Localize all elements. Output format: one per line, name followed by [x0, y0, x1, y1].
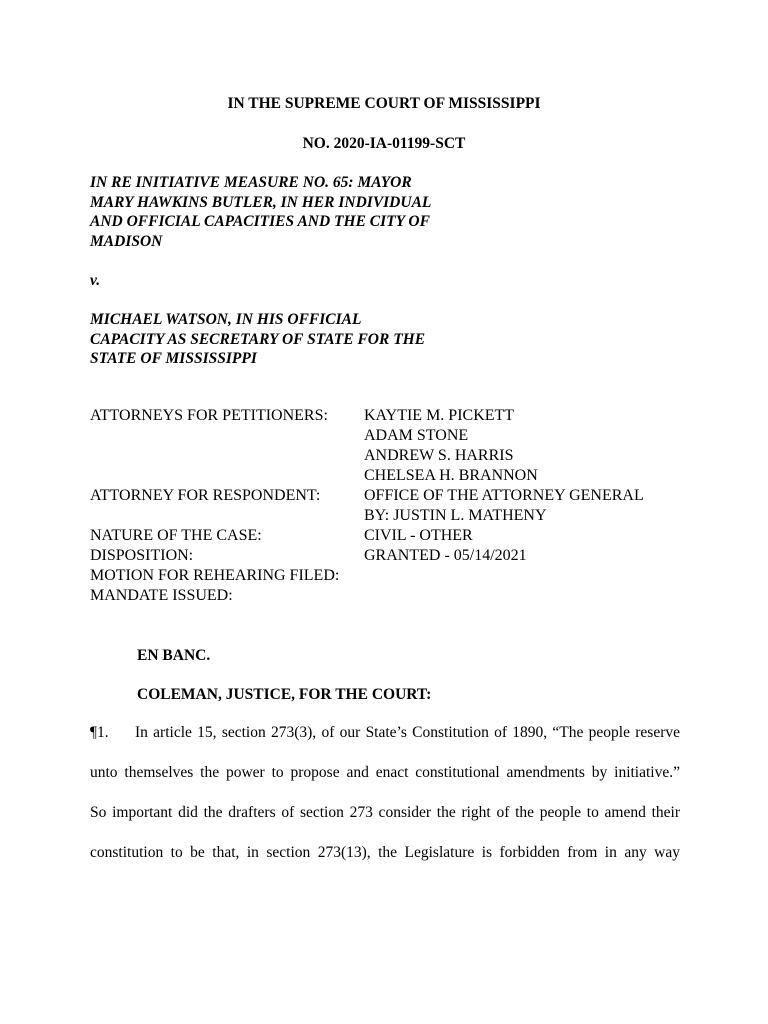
paragraph-mark: ¶1. [90, 724, 109, 741]
info-label: ATTORNEYS FOR PETITIONERS: [90, 407, 328, 424]
info-value: CIVIL - OTHER [364, 527, 473, 544]
info-value: ADAM STONE [364, 427, 469, 444]
case-number: NO. 2020-IA-01199-SCT [302, 135, 466, 152]
info-label: NATURE OF THE CASE: [90, 527, 262, 544]
versus: v. [90, 272, 101, 289]
caption-line: MADISON [90, 232, 163, 250]
info-value: ANDREW S. HARRIS [364, 447, 514, 464]
info-value: OFFICE OF THE ATTORNEY GENERAL [364, 487, 644, 504]
info-value: BY: JUSTIN L. MATHENY [364, 507, 547, 524]
court-name: IN THE SUPREME COURT OF MISSISSIPPI [227, 95, 541, 112]
info-value: KAYTIE M. PICKETT [364, 407, 515, 424]
info-label: ATTORNEY FOR RESPONDENT: [90, 487, 321, 504]
info-value: GRANTED - 05/14/2021 [364, 547, 527, 564]
caption-line: MARY HAWKINS BUTLER, IN HER INDIVIDUAL [90, 193, 432, 211]
info-label: DISPOSITION: [90, 547, 194, 564]
caption-line: CAPACITY AS SECRETARY OF STATE FOR THE [90, 330, 426, 348]
paragraph-text-line: constitution to be that, in section 273(13), the Legislature is forbidden from in any way [90, 844, 680, 861]
petitioner-caption [90, 173, 470, 251]
caption-line: AND OFFICIAL CAPACITIES AND THE CITY OF [90, 213, 430, 230]
info-label: MANDATE ISSUED: [90, 587, 233, 604]
paragraph-text-line: In article 15, section 273(3), of our State’s Constitution of 1890, “The people reserve [135, 724, 680, 741]
info-value: CHELSEA H. BRANNON [364, 467, 538, 484]
en-banc-heading: EN BANC. [137, 647, 211, 664]
caption-line: STATE OF MISSISSIPPI [90, 350, 257, 367]
paragraph-text-line: unto themselves the power to propose and enact constitutional amendments by initiative.” [90, 764, 680, 781]
respondent-caption [90, 310, 470, 369]
info-label: MOTION FOR REHEARING FILED: [90, 567, 340, 584]
paragraph-text-line: So important did the drafters of section 273 consider the right of the people to amend their [90, 804, 680, 821]
author-heading: COLEMAN, JUSTICE, FOR THE COURT: [137, 686, 432, 703]
caption-line: IN RE INITIATIVE MEASURE NO. 65: MAYOR [90, 174, 412, 191]
caption-line: MICHAEL WATSON, IN HIS OFFICIAL [90, 311, 362, 328]
